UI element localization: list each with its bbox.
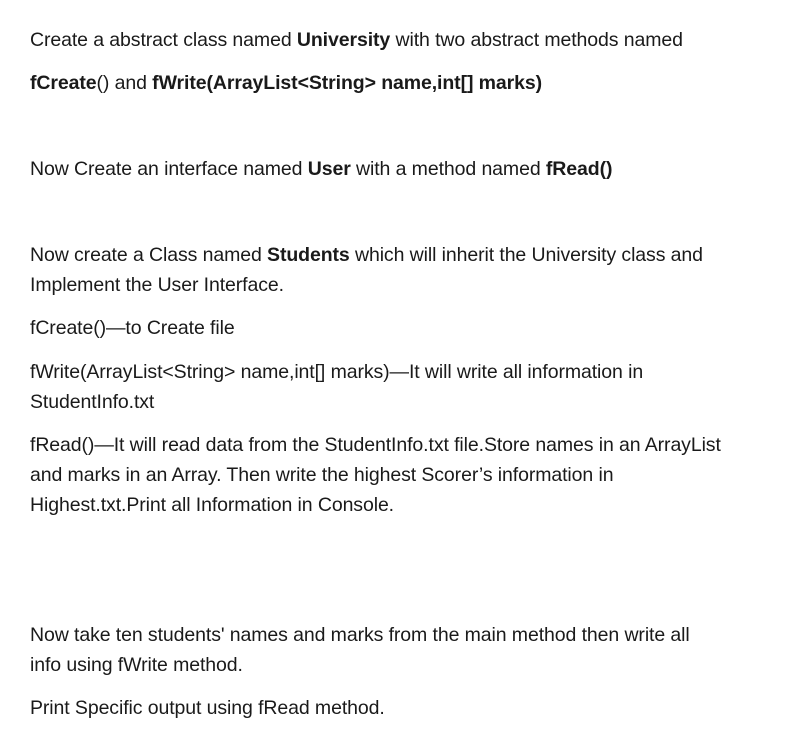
- paragraph-2: [30, 154, 612, 184]
- item-fwrite-line-2: StudentInfo.txt: [30, 391, 155, 413]
- item-fread-line-1: fRead()—It will read data from the StudentInfo.txt file.Store names in an ArrayList: [30, 434, 721, 456]
- bold-term-fwrite: fWrite(ArrayList<String> name,int[] marks): [152, 72, 543, 94]
- item-fcreate: fCreate()—to Create file: [30, 317, 235, 339]
- text-run: which will inherit the University class and: [349, 244, 703, 266]
- paragraph-1-line-1: [30, 25, 683, 55]
- bold-term-user: User: [307, 158, 351, 180]
- bold-term-fread: fRead(): [545, 158, 613, 180]
- text-run: Create a abstract class named: [30, 29, 297, 51]
- text-run: Now create a Class named: [30, 244, 268, 266]
- paragraph-3-line-2: Implement the User Interface.: [30, 274, 284, 296]
- item-fwrite-line-1: fWrite(ArrayList<String> name,int[] marks)—It will write all information in: [30, 361, 644, 383]
- text-run: with two abstract methods named: [390, 29, 683, 51]
- paragraph-3-line-1: [30, 240, 703, 270]
- bold-term-fcreate: fCreate: [30, 72, 97, 94]
- text-run: with a method named: [350, 158, 546, 180]
- bold-term-students: Students: [267, 244, 350, 266]
- text-run: () and: [96, 72, 153, 94]
- paragraph-4-line-1: Now take ten students' names and marks from the main method then write all: [30, 624, 690, 646]
- item-fread-line-3: Highest.txt.Print all Information in Console.: [30, 494, 395, 516]
- text-run: Now Create an interface named: [30, 158, 308, 180]
- bold-term-university: University: [296, 29, 391, 51]
- paragraph-5: Print Specific output using fRead method.: [30, 697, 385, 719]
- paragraph-1-line-2: [30, 68, 542, 98]
- item-fread-line-2: and marks in an Array. Then write the highest Scorer’s information in: [30, 464, 614, 486]
- paragraph-4-line-2: info using fWrite method.: [30, 654, 243, 676]
